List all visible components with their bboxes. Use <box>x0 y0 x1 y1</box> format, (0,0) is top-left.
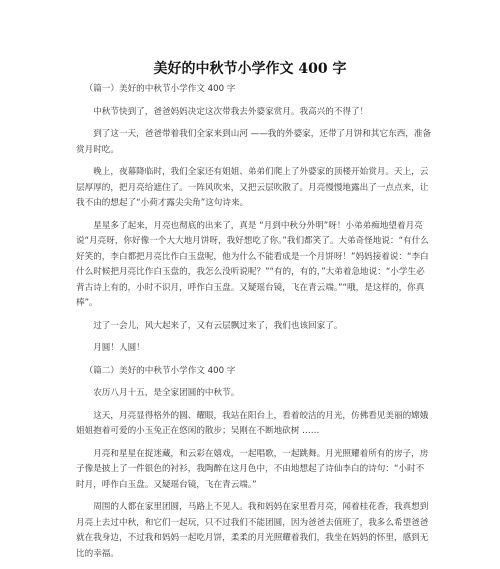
paragraph: 月圆！人圆！ <box>93 343 145 353</box>
paragraph: 月亮和星星在捉迷藏，和云彩在嬉戏，一起唱歌，一起跳舞。月光照耀着所有的房子，房子像是披上了一件银色的衬衫，我陶醉在这月色中，不由地想起了诗仙李白的诗句：“小时不时月，呼作白玉盘。又疑瑶台镜，飞在青云端。” <box>76 448 429 490</box>
paragraph: 晚上，夜幕降临时，我们全家还有姐姐、弟弟们爬上了外婆家的顶楼开始赏月。天上，云层厚厚的，把月亮给遮住了。一阵风吹来，又把云层吹散了。月亮慢慢地露出了一点点来，让我不由的想起了“小荷才露尖尖角”这句诗来。 <box>76 167 429 208</box>
paragraph: 过了一会儿，风大起来了，又有云层飘过来了，我们也该回家了。 <box>93 320 343 331</box>
document-body <box>76 82 432 569</box>
paragraph: 星星多了起来，月亮也彻底的出来了，真是 “月到中秋分外明”呀！小弟弟痴地望着月亮说“月亮呀，你好像一个大大地月饼呀，我好想吃了你。”我们都笑了。大弟奇怪地说：“有什么好笑的，李白都把月亮比作白玉盘呢，他为什么不能看成是一个月饼呀！”妈妈接着说：“李白什么时候把月亮比作白玉盘的，我怎么没听说呢？”“有的，有的，”大弟着急地说：“小学生必背古诗上有的，小时不识月，呼作白玉盘。又疑瑶台镜，飞在青云端。”“哦，是这样的，你真棒”。 <box>76 220 429 308</box>
paragraph: 这天，月亮显得格外的圆、耀眼，我站在阳台上，看着皎洁的月光，仿佛看见美丽的嫦娥姐姐抱着可爱的小玉兔正在悠闲的散步；吴刚在不断地砍树 …… <box>76 410 429 436</box>
paragraph: 到了这一天，爸爸带着我们全家来到山河 ——我的外婆家，还带了月饼和其它东西，准备赏月时吃。 <box>76 129 432 155</box>
paragraph: 中秋节快到了，爸爸妈妈决定这次带我去外婆家赏月。我高兴的不得了！ <box>93 106 369 117</box>
section-heading: （篇一）美好的中秋节小学作文 400 字 <box>84 84 236 94</box>
paragraph: 周围的人都在家里团圆，马路上不见人。我和妈妈在家里看月亮，闻着桂花香，我真想到月亮上去过中秋，和它们一起玩，只不过我们不能团圆，因为爸爸去值班了，我多么希望爸爸就在我身边，不过我和妈妈一起吃月饼，柔柔的月光照耀着我们，我坐在妈妈的怀里，感到无比的幸福。 <box>76 502 429 559</box>
document-title: 美好的中秋节小学作文 400 字 <box>153 61 347 77</box>
section-heading: （篇二）美好的中秋节小学作文 400 字 <box>84 365 236 376</box>
paragraph: 农历八月十五，是全家团圆的中秋节。 <box>93 388 240 398</box>
